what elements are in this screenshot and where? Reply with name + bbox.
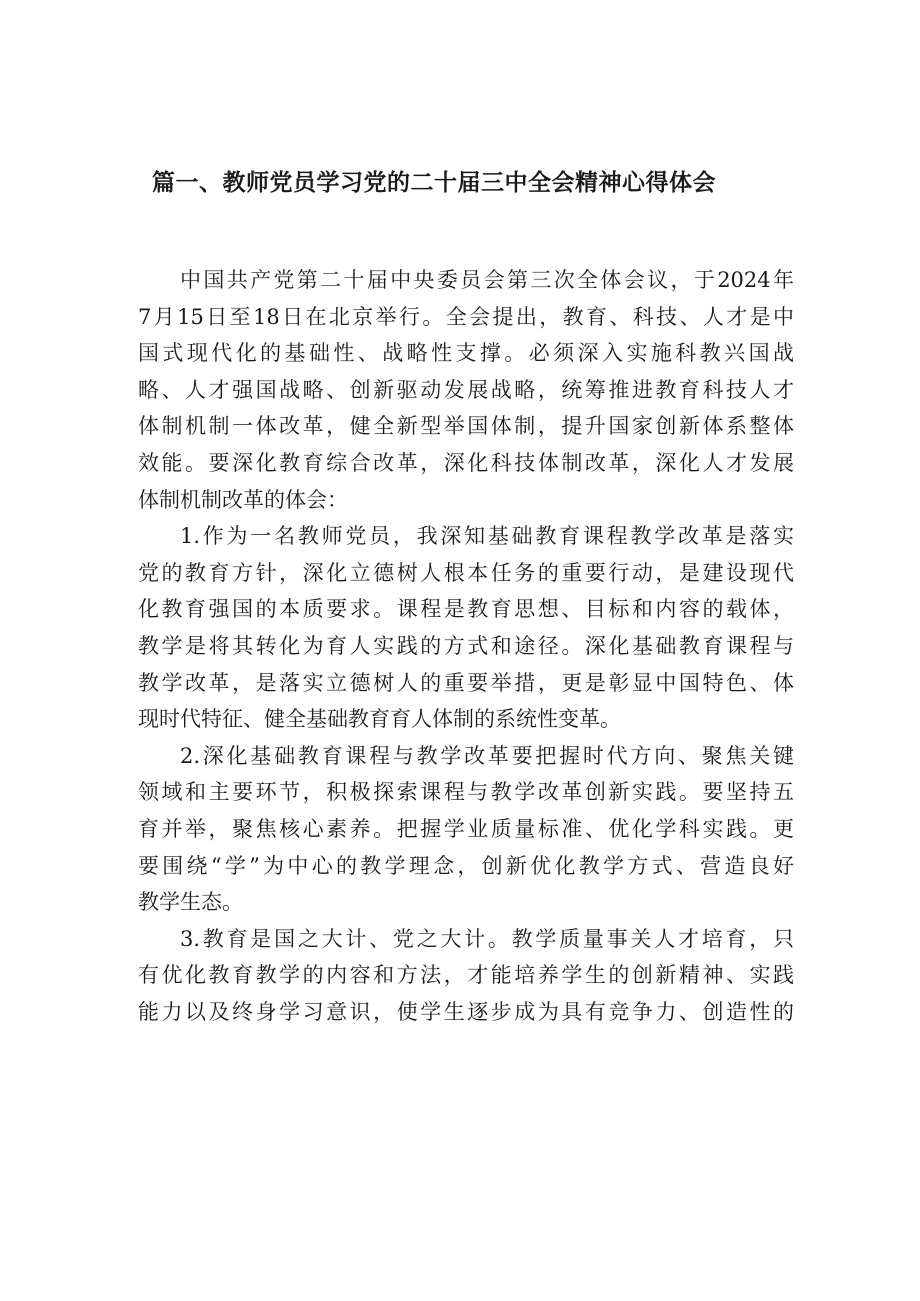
paragraph-line: 党的教育方针，深化立德树人根本任务的重要行动，是建设现代 — [138, 560, 794, 585]
paragraph-line: 化教育强国的本质要求。课程是教育思想、目标和内容的载体， — [138, 597, 794, 622]
paragraph-line: 2.深化基础教育课程与教学改革要把握时代方向、聚焦关键 — [180, 743, 794, 768]
paragraph-line: 体制机制改革的体会： — [138, 487, 348, 512]
paragraph-line: 能力以及终身学习意识，使学生逐步成为具有竞争力、创造性的 — [138, 999, 794, 1024]
paragraph-line: 体制机制一体改革，健全新型举国体制，提升国家创新体系整体 — [138, 414, 794, 439]
paragraph-line: 中国共产党第二十届中央委员会第三次全体会议，于2024年 — [180, 268, 794, 292]
paragraph-line: 育并举，聚焦核心素养。把握学业质量标准、优化学科实践。更 — [138, 816, 794, 841]
paragraph-line: 7月15日至18日在北京举行。全会提出，教育、科技、人才是中 — [138, 304, 794, 329]
paragraph-line: 1.作为一名教师党员，我深知基础教育课程教学改革是落实 — [180, 524, 794, 549]
document-body — [138, 262, 794, 1030]
paragraph-line: 略、人才强国战略、创新驱动发展战略，统筹推进教育科技人才 — [138, 377, 794, 402]
paragraph-line: 有优化教育教学的内容和方法，才能培养学生的创新精神、实践 — [138, 963, 794, 988]
paragraph-line: 教学改革，是落实立德树人的重要举措，更是彰显中国特色、体 — [138, 670, 794, 695]
paragraph-line: 要围绕“学”为中心的教学理念，创新优化教学方式、营造良好 — [138, 853, 794, 878]
paragraph-line: 国式现代化的基础性、战略性支撑。必须深入实施科教兴国战 — [138, 341, 794, 366]
paragraph-line: 领域和主要环节，积极探索课程与教学改革创新实践。要坚持五 — [138, 780, 794, 805]
paragraph-line: 效能。要深化教育综合改革，深化科技体制改革，深化人才发展 — [138, 450, 794, 475]
paragraph-line: 3.教育是国之大计、党之大计。教学质量事关人才培育，只 — [180, 926, 794, 951]
document-title: 篇一、教师党员学习党的二十届三中全会精神心得体会 — [152, 170, 716, 196]
paragraph-line: 教学生态。 — [138, 890, 243, 915]
paragraph-line: 教学是将其转化为育人实践的方式和途径。深化基础教育课程与 — [138, 633, 794, 658]
paragraph-line: 现时代特征、健全基础教育育人体制的系统性变革。 — [138, 707, 621, 732]
